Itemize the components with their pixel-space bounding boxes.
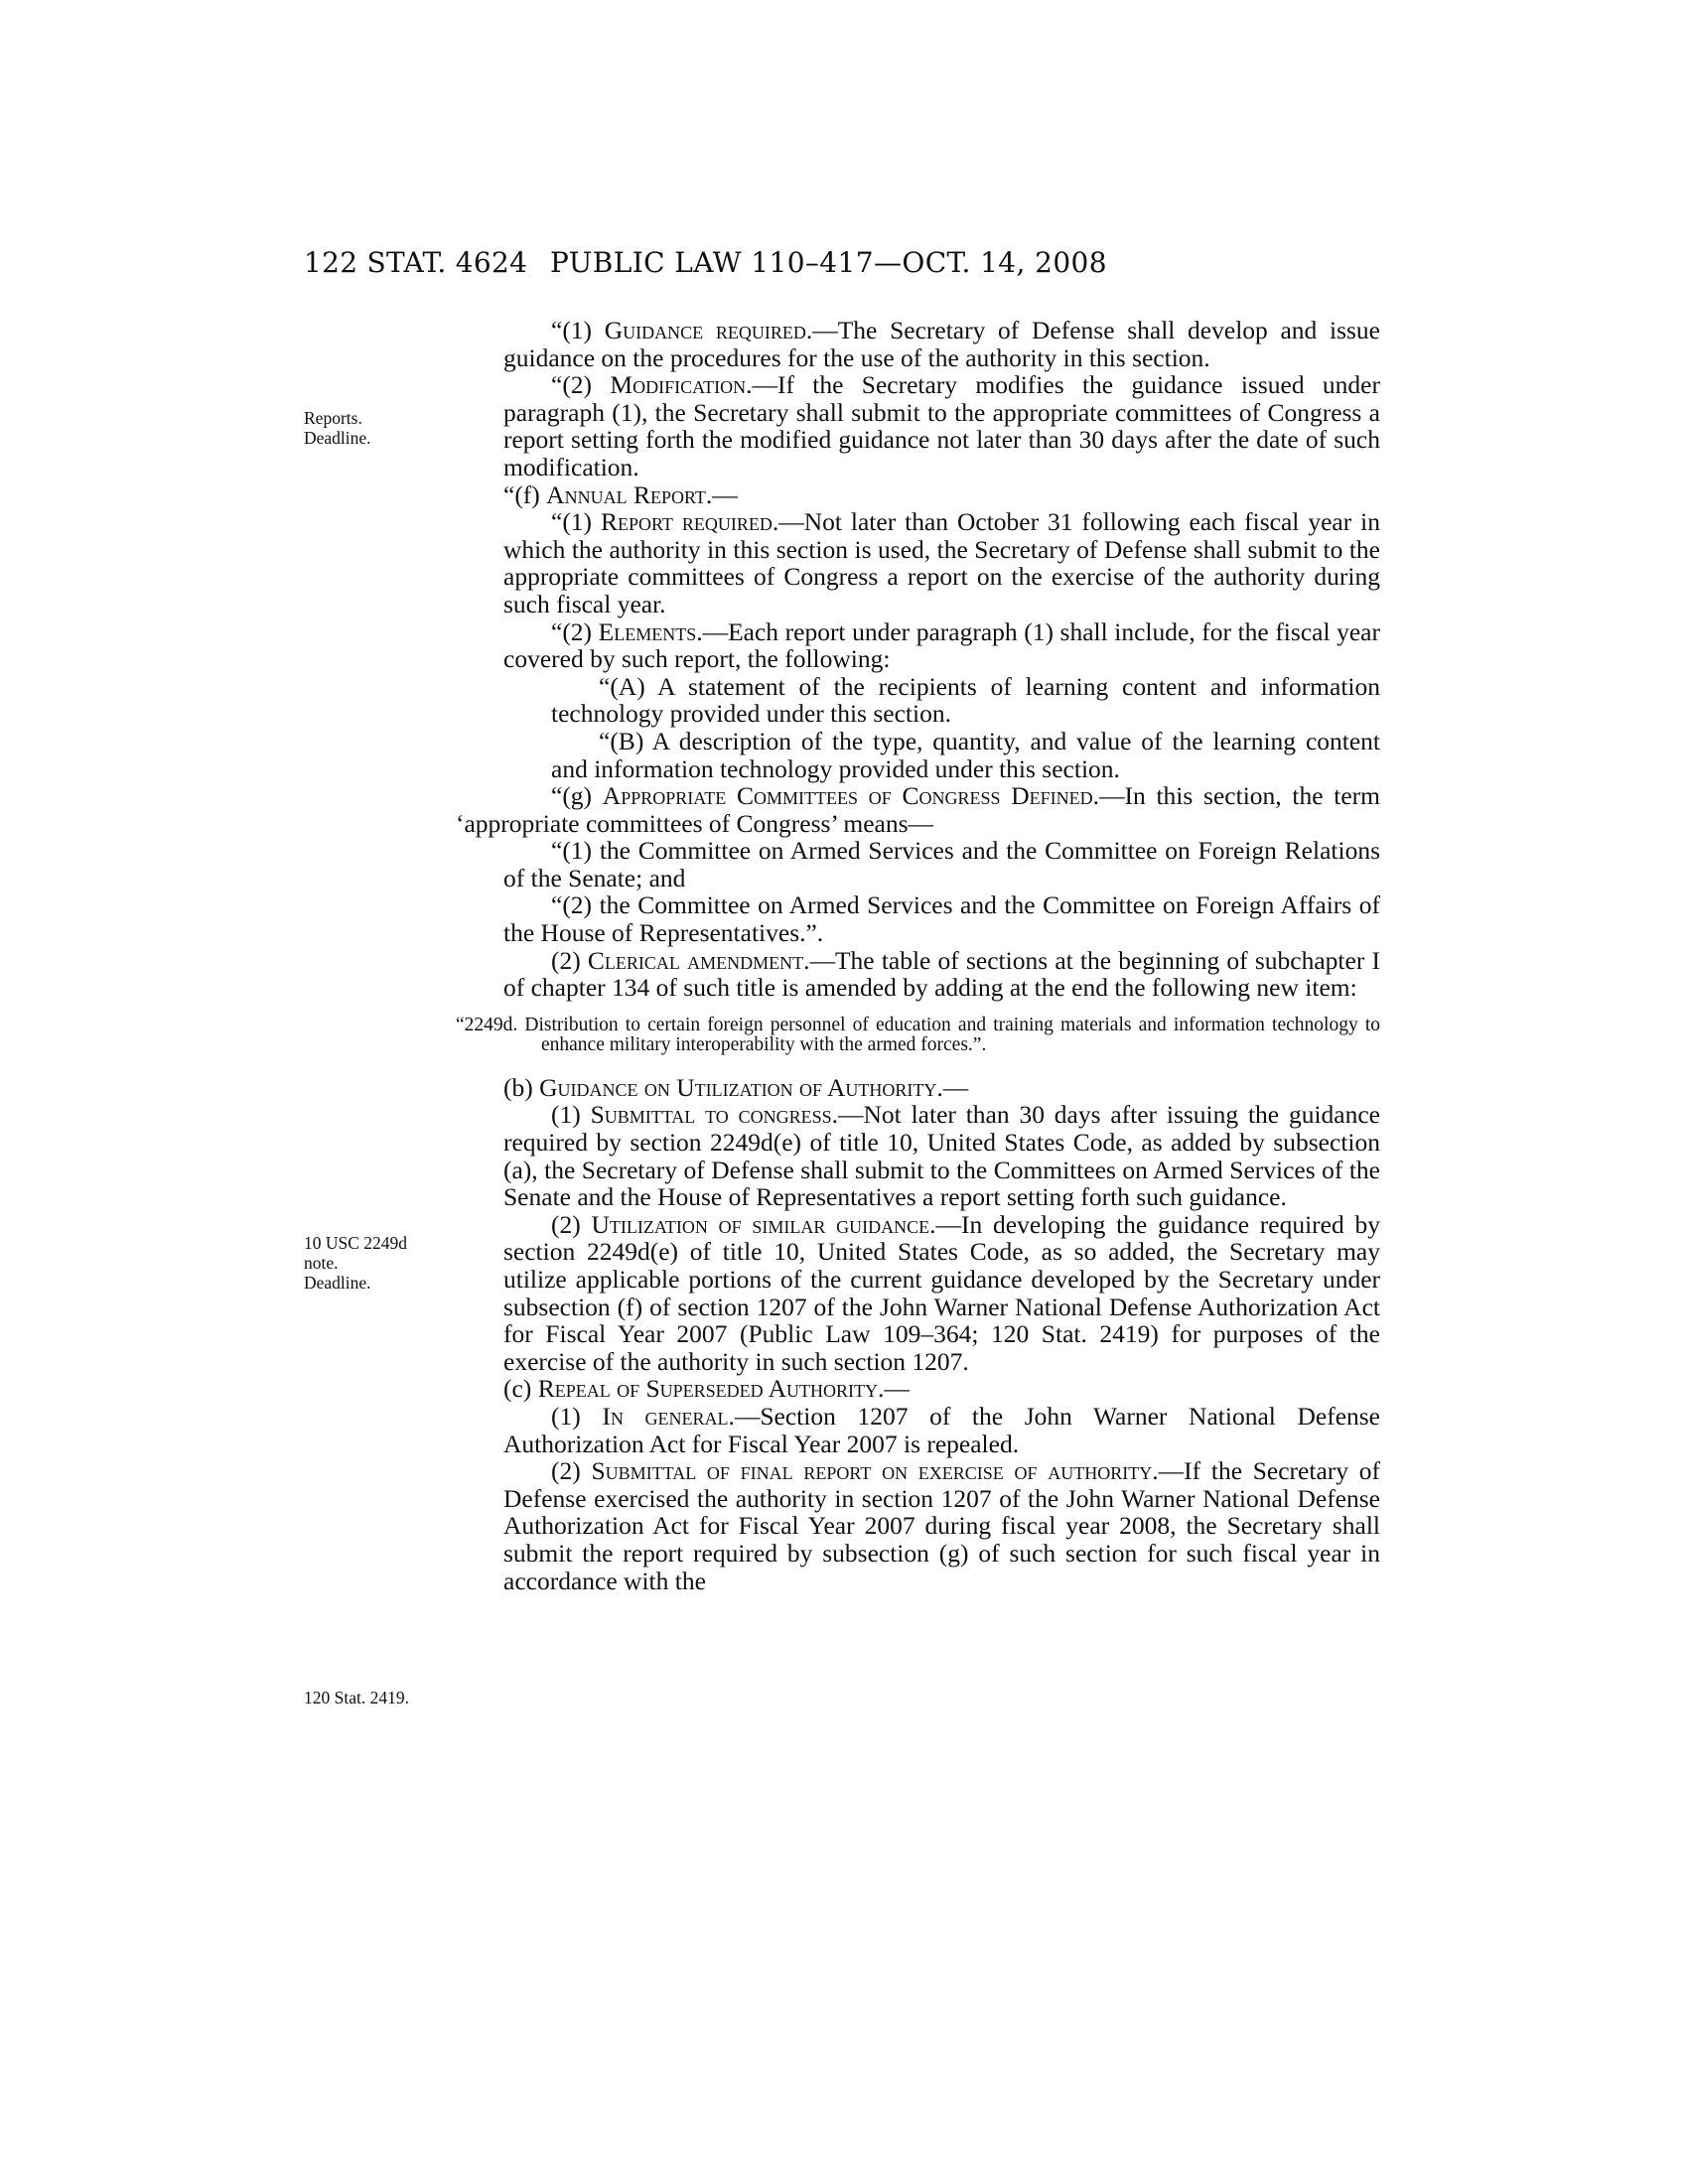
statute-citation: 122 STAT. 4624 <box>304 246 528 279</box>
paragraph-b: (b) Guidance on Utilization of Authority.— <box>503 1072 969 1102</box>
paragraph-e1: “(1) Guidance required.—The Secretary of Defense shall develop and issue guidance on the procedures for the use of the authority in this section. <box>503 316 1380 372</box>
paragraph-f2b: “(B) A description of the type, quantity, and value of the learning content and information technology provided under this section. <box>551 726 1380 783</box>
margin-note-10-usc-2249d <box>304 1233 453 1293</box>
paragraph-b1: (1) Submittal to congress.—Not later than 30 days after issuing the guidance required by section 2249d(e) of title 10, United States Code, as added by subsection (a), the Secretary of Defense shall submit to the Committees on Armed Services of the Senate and the House of Representatives a report setting forth such guidance. <box>503 1100 1380 1212</box>
margin-note-line: 10 USC 2249d <box>304 1233 408 1253</box>
paragraph-g1: “(1) the Committee on Armed Services and the Committee on Foreign Relations of the Senate; and <box>503 836 1380 892</box>
paragraph-b2: (2) Utilization of similar guidance.—In developing the guidance required by section 2249d(e) of title 10, United States Code, as so added, the Secretary may utilize applicable portions of the current guidance developed by the Secretary under subsection (f) of section 1207 of the John Warner National Defense Authorization Act for Fiscal Year 2007 (Public Law 109–364; 120 Stat. 2419) for purposes of the exercise of the authority in such section 1207. <box>503 1209 1381 1376</box>
paragraph-f: “(f) Annual Report.— <box>503 479 738 509</box>
paragraph-g2: “(2) the Committee on Armed Services and the Committee on Foreign Affairs of the House of Representatives.”. <box>503 890 1380 948</box>
margin-note-line: 120 Stat. 2419. <box>304 1688 409 1707</box>
paragraph-e2: “(2) Modification.—If the Secretary modifies the guidance issued under paragraph (1), the Secretary shall submit to the appropriate committees of Congress a report setting forth the modified guidance not later than 30 days after the date of such modification. <box>503 370 1380 481</box>
paragraph-f1: “(1) Report required.—Not later than October 31 following each fiscal year in which the authority in this section is used, the Secretary of Defense shall submit to the appropriate committees of Congress a report on the exercise of the authority during such fiscal year. <box>503 507 1380 618</box>
margin-note-line: Deadline. <box>304 1273 371 1293</box>
page-header <box>0 246 1688 286</box>
margin-note-reports-deadline <box>304 408 453 448</box>
margin-note-120-stat-2419 <box>304 1688 453 1707</box>
margin-note-line: Deadline. <box>304 428 371 448</box>
paragraph-g: “(g) Appropriate Committees of Congress Defined.—In this section, the term ‘appropriate committees of Congress’ means— <box>456 781 1380 838</box>
public-law-title: PUBLIC LAW 110–417—OCT. 14, 2008 <box>550 246 1107 279</box>
paragraph-c1: (1) In general.—Section 1207 of the John Warner National Defense Authorization Act for Fiscal Year 2007 is repealed. <box>503 1401 1381 1458</box>
margin-note-line: note. <box>304 1253 339 1273</box>
paragraph-f2a: “(A) A statement of the recipients of learning content and information technology provided under this section. <box>551 671 1380 729</box>
paragraph-f2: “(2) Elements.—Each report under paragraph (1) shall include, for the fiscal year covered by such report, the following: <box>503 616 1380 674</box>
paragraph-a2: (2) Clerical amendment.—The table of sections at the beginning of subchapter I of chapter 134 of such title is amended by adding at the end the following new item: <box>503 945 1380 1003</box>
margin-note-line: Reports. <box>304 408 362 428</box>
paragraph-c: (c) Repeal of Superseded Authority.— <box>503 1374 910 1404</box>
table-of-sections-item: “2249d. Distribution to certain foreign personnel of education and training materials and information technology to enhance military interoperability with the armed forces.”. <box>456 1014 1380 1056</box>
paragraph-c2: (2) Submittal of final report on exercise of authority.—If the Secretary of Defense exercised the authority in section 1207 of the John Warner National Defense Authorization Act for Fiscal Year 2007 during fiscal year 2008, the Secretary shall submit the report required by subsection (g) of such section for such fiscal year in accordance with the <box>503 1456 1380 1595</box>
statute-body <box>456 316 1381 1595</box>
